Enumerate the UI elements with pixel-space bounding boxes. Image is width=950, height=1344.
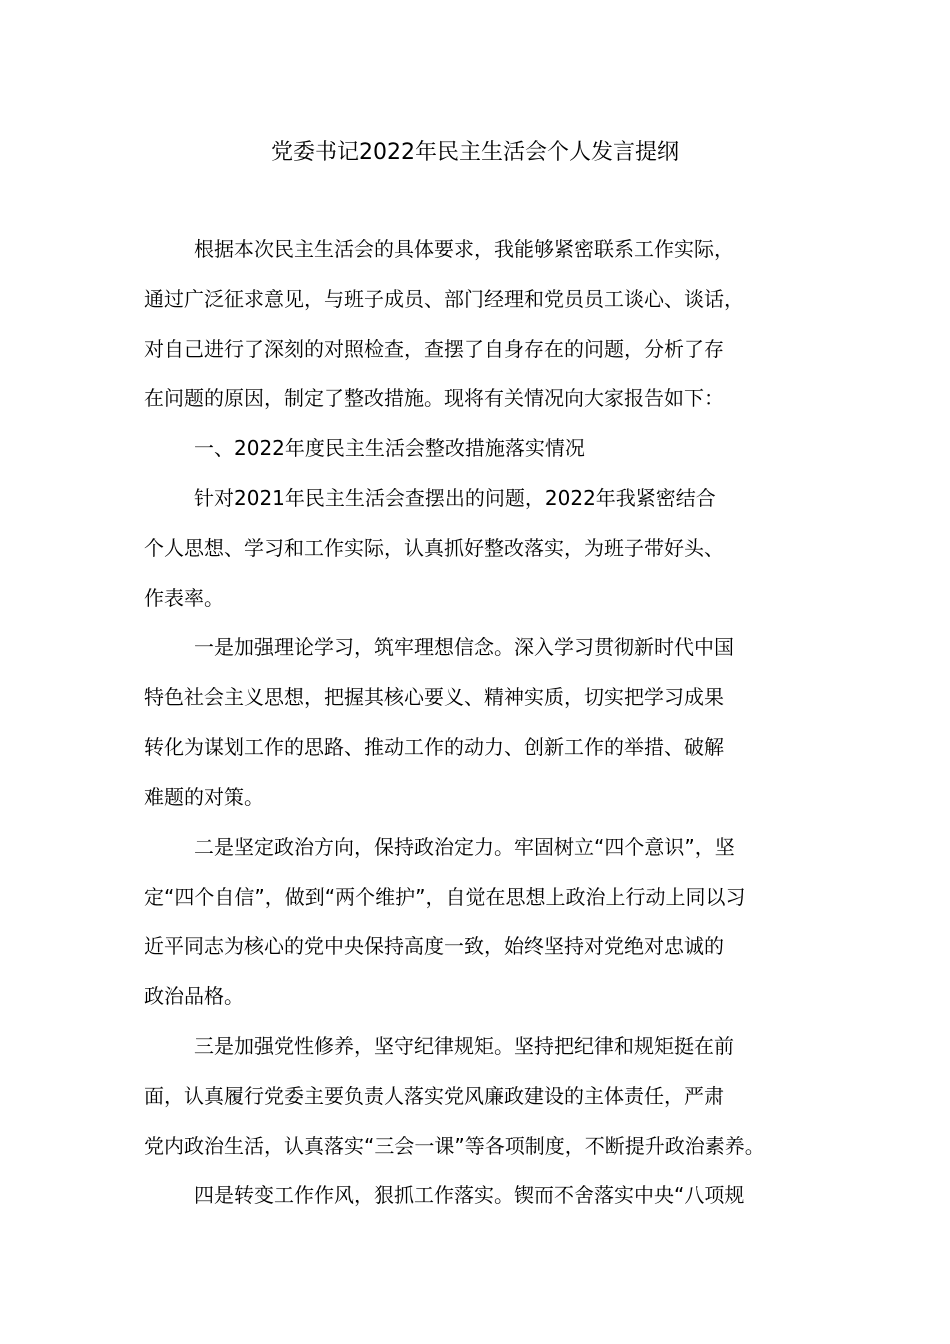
- paragraph-line: 四是转变工作作风，狠抓工作落实。锲而不舍落实中央“八项规: [194, 1183, 745, 1207]
- paragraph-line: 个人思想、学习和工作实际，认真抓好整改落实，为班子带好头、: [144, 536, 724, 560]
- paragraph-line: 党内政治生活，认真落实“三会一课”等各项制度，不断提升政治素养。: [144, 1134, 765, 1158]
- section-heading: 一、2022年度民主生活会整改措施落实情况: [194, 436, 585, 460]
- paragraph-line: 近平同志为核心的党中央保持高度一致，始终坚持对党绝对忠诚的: [144, 934, 724, 958]
- paragraph-line: 二是坚定政治方向，保持政治定力。牢固树立“四个意识”，坚: [194, 835, 735, 859]
- paragraph-line: 三是加强党性修养，坚守纪律规矩。坚持把纪律和规矩挺在前: [194, 1034, 734, 1058]
- paragraph-line: 根据本次民主生活会的具体要求，我能够紧密联系工作实际，: [194, 237, 734, 261]
- paragraph-line: 特色社会主义思想，把握其核心要义、精神实质，切实把学习成果: [144, 685, 724, 709]
- paragraph-line: 定“四个自信”，做到“两个维护”，自觉在思想上政治上行动上同以习: [144, 885, 746, 909]
- paragraph-line: 转化为谋划工作的思路、推动工作的动力、创新工作的举措、破解: [144, 735, 724, 759]
- paragraph-line: 通过广泛征求意见，与班子成员、部门经理和党员员工谈心、谈话，: [144, 287, 744, 311]
- paragraph-line: 在问题的原因，制定了整改措施。现将有关情况向大家报告如下：: [144, 386, 724, 410]
- document-title: 党委书记2022年民主生活会个人发言提纲: [271, 140, 679, 165]
- paragraph-line: 作表率。: [144, 586, 224, 610]
- paragraph-line: 针对2021年民主生活会查摆出的问题，2022年我紧密结合: [194, 486, 716, 510]
- paragraph-line: 一是加强理论学习，筑牢理想信念。深入学习贯彻新时代中国: [194, 635, 734, 659]
- paragraph-line: 对自己进行了深刻的对照检查，查摆了自身存在的问题，分析了存: [144, 337, 724, 361]
- paragraph-line: 面，认真履行党委主要负责人落实党风廉政建设的主体责任，严肃: [144, 1084, 724, 1108]
- paragraph-line: 政治品格。: [144, 984, 244, 1008]
- paragraph-line: 难题的对策。: [144, 785, 264, 809]
